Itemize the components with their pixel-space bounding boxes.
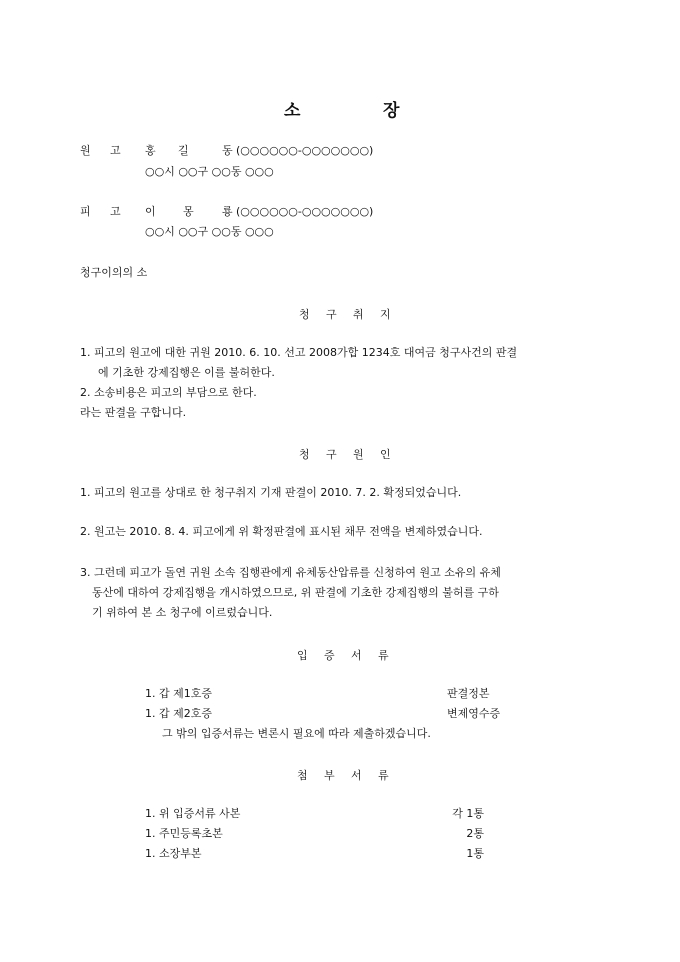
plaintiff-address: ○○시 ○○구 ○○동 ○○○ [145,165,274,178]
plaintiff-name-char-3: 동 [222,144,233,157]
defendant-name-char-1: 이 [145,205,156,218]
page-title-char-1: 소 [284,101,301,121]
claim-cause-heading-char: 인 [380,448,391,461]
claim-purpose-heading-char: 지 [380,308,391,321]
plaintiff-name-char-2: 길 [178,144,189,157]
defendant-name-char-2: 몽 [183,205,194,218]
plaintiff-role-char-2: 고 [110,144,121,157]
claim-cause-item-3-line-2: 동산에 대하여 강제집행을 개시하였으므로, 위 판결에 기초한 강제집행의 불허를 구하 [92,586,499,599]
evidence-heading-char: 증 [324,649,335,662]
claim-cause-item-3-line-1: 3. 그런데 피고가 돌연 귀원 소속 집행관에게 유체동산압류를 신청하여 원고 소유의 유체 [80,566,501,579]
claim-purpose-heading-char: 청 [299,308,310,321]
defendant-name-char-3: 룡 [222,205,233,218]
attachments-heading-char: 류 [378,769,389,782]
defendant-role-char-1: 피 [80,205,91,218]
attachment-row-count: 2통 [466,827,484,840]
claim-purpose-item-1-line-1: 1. 피고의 원고에 대한 귀원 2010. 6. 10. 선고 2008가합 1234호 대여금 청구사건의 판결 [80,346,518,359]
evidence-row-value: 변제영수증 [447,707,501,720]
claim-purpose-item-2: 2. 소송비용은 피고의 부담으로 한다. [80,386,257,399]
attachment-row-label: 1. 소장부본 [145,847,202,860]
plaintiff-role-char-1: 원 [80,144,91,157]
attachment-row-count: 각 1통 [452,807,484,820]
case-name: 청구이의의 소 [80,266,148,279]
claim-cause-heading-char: 구 [326,448,337,461]
evidence-note: 그 밖의 입증서류는 변론시 필요에 따라 제출하겠습니다. [162,727,431,740]
evidence-heading-char: 서 [351,649,362,662]
plaintiff-id: (○○○○○○-○○○○○○○) [236,144,374,157]
claim-cause-item-1: 1. 피고의 원고를 상대로 한 청구취지 기재 판결이 2010. 7. 2. 확정되었습니다. [80,486,462,499]
defendant-id: (○○○○○○-○○○○○○○) [236,205,374,218]
defendant-address: ○○시 ○○구 ○○동 ○○○ [145,225,274,238]
evidence-row-label: 1. 갑 제2호증 [145,707,212,720]
claim-purpose-heading-char: 구 [326,308,337,321]
defendant-role-char-2: 고 [110,205,121,218]
attachments-heading-char: 첨 [297,769,308,782]
claim-cause-item-2: 2. 원고는 2010. 8. 4. 피고에게 위 확정판결에 표시된 채무 전액을 변제하였습니다. [80,525,483,538]
attachment-row-label: 1. 위 입증서류 사본 [145,807,241,820]
plaintiff-name-char-1: 홍 [145,144,156,157]
attachments-heading-char: 부 [324,769,335,782]
claim-cause-item-3-line-3: 기 위하여 본 소 청구에 이르렀습니다. [92,606,273,619]
evidence-heading-char: 류 [378,649,389,662]
attachment-row-count: 1통 [466,847,484,860]
evidence-heading-char: 입 [297,649,308,662]
claim-purpose-heading-char: 취 [353,308,364,321]
attachments-heading-char: 서 [351,769,362,782]
evidence-row-value: 판결정본 [447,687,490,700]
claim-cause-heading-char: 원 [353,448,364,461]
attachment-row-label: 1. 주민등록초본 [145,827,223,840]
claim-purpose-item-1-line-2: 에 기초한 강제집행은 이를 불허한다. [98,366,275,379]
page-title-char-2: 장 [383,101,400,121]
evidence-row-label: 1. 갑 제1호증 [145,687,212,700]
claim-purpose-closing: 라는 판결을 구합니다. [80,406,187,419]
claim-cause-heading-char: 청 [299,448,310,461]
